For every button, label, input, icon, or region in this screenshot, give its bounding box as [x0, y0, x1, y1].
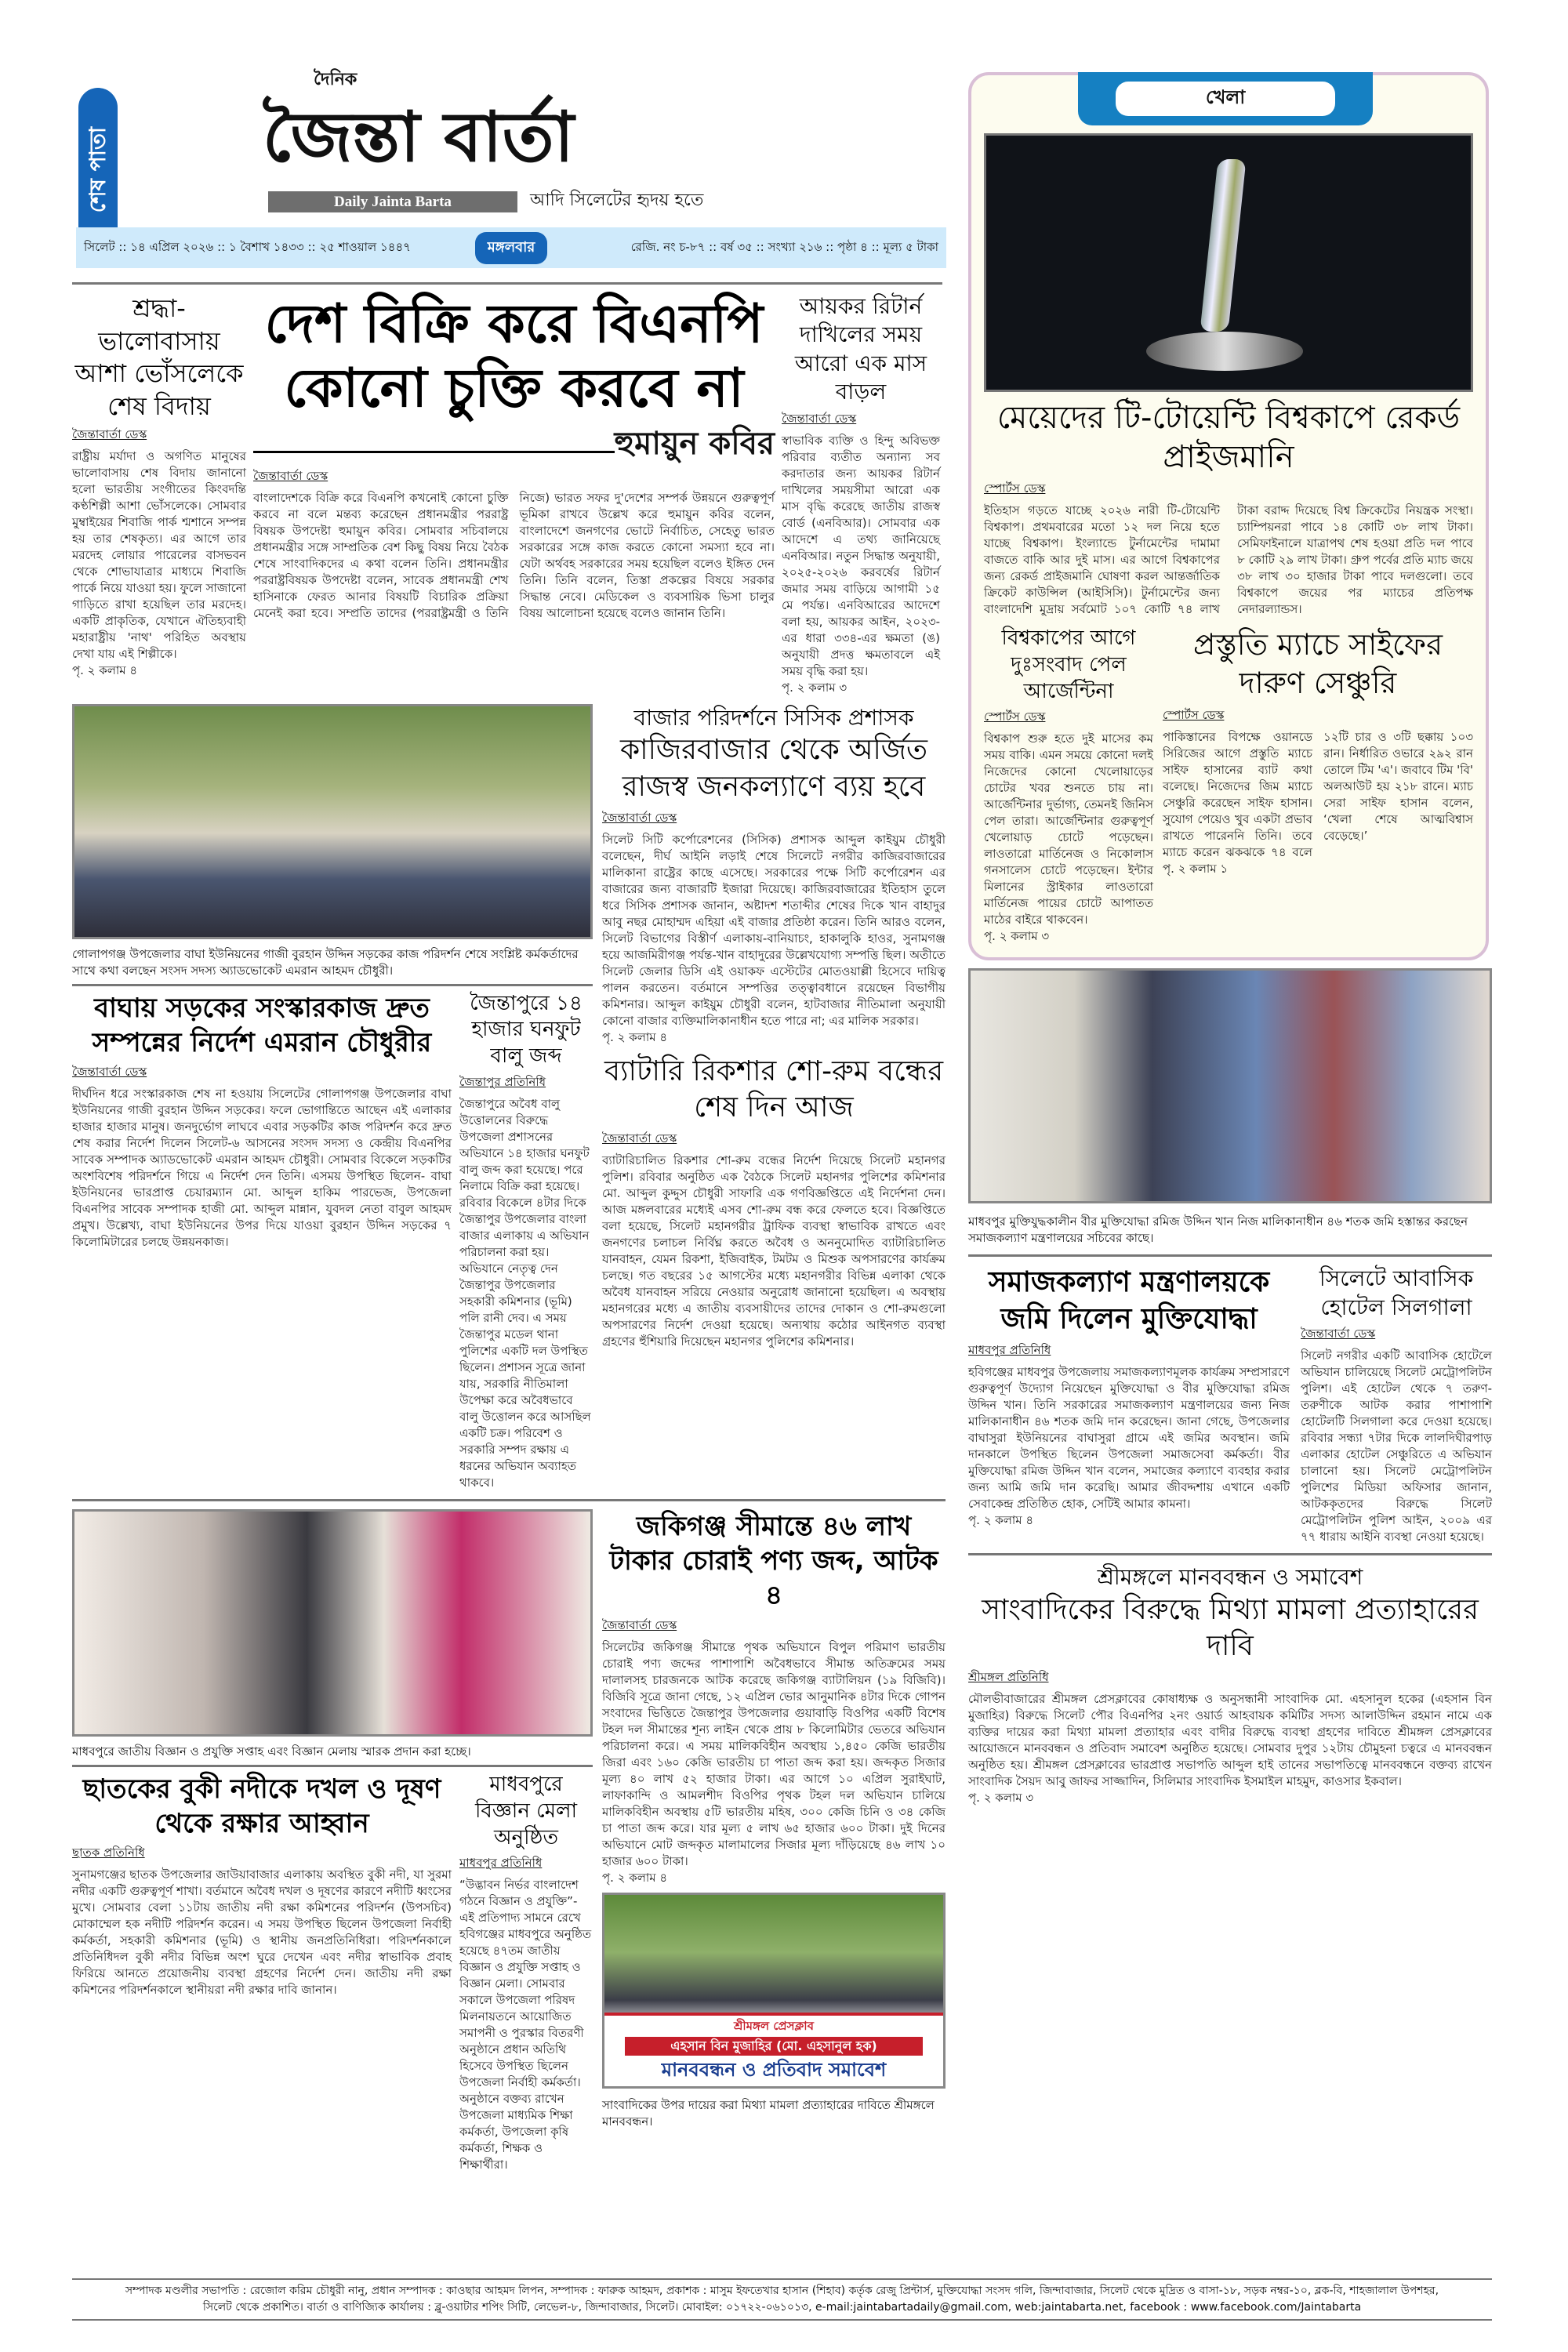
- headline: সমাজকল্যাণ মন্ত্রণালয়কে জমি দিলেন মুক্তিযোদ্ধা: [988, 1266, 1270, 1336]
- headline: বিশ্বকাপের আগে দুঃসংবাদ পেল আর্জেন্টিনা: [1001, 626, 1136, 703]
- footer-divider: [72, 2319, 1492, 2321]
- headline: জৈন্তাপুরে ১৪ হাজার ঘনফুট বালু জব্দ: [470, 991, 583, 1069]
- headline: আয়কর রিটার্ন দাখিলের সময় আরো এক মাস বাড়ল: [794, 293, 927, 405]
- divider: [72, 282, 942, 285]
- photo-road-inspection: [72, 704, 593, 939]
- article-body: পাকিস্তানের বিপক্ষে ওয়ানডে সিরিজের আগে প্রস্তুতি ম্যাচে সাইফ হাসানের ব্যাট কথা বলেছে। নিজেদের জিম ম্যাচে সেঞ্চুরি করেছেন সাইফ হাসান। সুযোগ পেয়েও খুব একটা প্রভাব রাখতে পারেননি তিনি। তবে ম্যাচে করেন ঝকঝকে ৭৪ বলে ১২টি চার ও ৩টি ছক্কায় ১০৩ রান। নির্ধারিত ওভারে ২৯২ রান তোলে টিম 'এ'। জবাবে টিম 'বি' অলআউট হয় ২১৮ রানে। ম্যাচ সেরা সাইফ হাসান বলেন, ‘খেলা শেষে আত্মবিশ্বাস বেড়েছে।’: [1163, 729, 1473, 859]
- banner-bottom: মানববন্ধন ও প্রতিবাদ সমাবেশ: [661, 2059, 887, 2082]
- article-jaintapur-sand: [459, 991, 593, 1491]
- photo-trophy: [984, 133, 1473, 392]
- headline: সিলেটে আবাসিক হোটেল সিলগালা: [1319, 1265, 1474, 1320]
- road-sand-row: [72, 991, 593, 1491]
- article-body: সুনামগঞ্জের ছাতক উপজেলার জাউয়াবাজার এলাকায় অবস্থিত বুকী নদী, যা সুরমা নদীর একটি গুরুত্বপূর্ণ শাখা। বর্তমানে অবৈধ দখল ও দূষণের কারণে নদীটি ধ্বংসের মুখে। সোমবার বেলা ১১টায় জাতীয় নদী রক্ষা কমিশনের পরিদর্শন (উপসচিব) মোকাম্মেল হক নদীটি পরিদর্শন করেন। এ সময় উপস্থিত ছিলেন উপজেলা নির্বাহী কর্মকর্তা, সহকারী কমিশনার (ভূমি) ও স্থানীয় জনপ্রতিনিধিরা। পরিদর্শনকালে প্রতিনিধিদল বুকী নদীর বিভিন্ন অংশ ঘুরে দেখেন এবং নদীর স্বাভাবিক প্রবাহ ফিরিয়ে আনতে প্রয়োজনীয় ব্যবস্থা গ্রহণের নির্দেশ দেন। জাতীয় নদী রক্ষা কমিশনের পরিদর্শনকালে স্থানীয়রা নদী রক্ষার দাবি জানান।: [72, 1867, 452, 1998]
- article-tax: [782, 292, 940, 696]
- photo-caption: সাংবাদিকের উপর দায়ের করা মিথ্যা মামলা প্রত্যাহারের দাবিতে শ্রীমঙ্গলে মানববন্ধন।: [602, 2097, 935, 2129]
- banner-top: শ্রীমঙ্গল প্রেসক্লাব: [734, 2019, 814, 2034]
- article-argentina: [984, 626, 1153, 945]
- sports-section-label: খেলা: [1116, 82, 1335, 116]
- article-body: জৈন্তাপুরে অবৈধ বালু উত্তোলনের বিরুদ্ধে উপজেলা প্রশাসনের অভিযানে ১৪ হাজার ঘনফুট বালু জব্দ করা হয়েছে। পরে নিলামে বিক্রি করা হয়েছে। রবিবার বিকেলে ৪টার দিকে জৈন্তাপুর উপজেলার বাংলা বাজার এলাকায় এ অভিযান পরিচালনা করা হয়। অভিযানে নেতৃত্ব দেন জৈন্তাপুর উপজেলার সহকারী কমিশনার (ভূমি) পলি রানী দেব। এ সময় জৈন্তাপুর মডেল থানা পুলিশের একটি দল উপস্থিত ছিলেন। প্রশাসন সূত্রে জানা যায়, সরকারি নীতিমালা উপেক্ষা করে অবৈধভাবে বালু উত্তোলন করে আসছিল একটি চক্র। পরিবেশ ও সরকারি সম্পদ রক্ষায় এ ধরনের অভিযান অব্যাহত থাকবে।: [459, 1096, 591, 1490]
- kicker: বাজার পরিদর্শনে সিসিক প্রশাসক: [633, 704, 914, 731]
- attribution-rule: [253, 451, 615, 453]
- headline: ছাতকের বুকী নদীকে দখল ও দূষণ থেকে রক্ষার আহ্বান: [82, 1773, 441, 1840]
- byline: জৈন্তাবার্তা ডেস্ক: [602, 810, 677, 825]
- bottom-right-column: [602, 1509, 946, 2130]
- article-science-fair: [459, 1772, 593, 2173]
- byline: জৈন্তাবার্তা ডেস্ক: [72, 1064, 147, 1079]
- article-asha: [72, 292, 246, 679]
- article-body: “উদ্ভাবন নির্ভর বাংলাদেশ গঠনে বিজ্ঞান ও প্রযুক্তি”- এই প্রতিপাদ্য সামনে রেখে হবিগঞ্জের মাধবপুরে অনুষ্ঠিত হয়েছে ৪৭তম জাতীয় বিজ্ঞান ও প্রযুক্তি সপ্তাহ ও বিজ্ঞান মেলা। সোমবার সকালে উপজেলা পরিষদ মিলনায়তনে আয়োজিত সমাপনী ও পুরস্কার বিতরণী অনুষ্ঠানে প্রধান অতিথি হিসেবে উপস্থিত ছিলেন উপজেলা নির্বাহী কর্মকর্তা। অনুষ্ঠানে বক্তব্য রাখেন উপজেলা মাধ্যমিক শিক্ষা কর্মকর্তা, উপজেলা কৃষি কর্মকর্তা, শিক্ষক ও শিক্ষার্থীরা।: [459, 1878, 592, 2172]
- band-middle: [72, 704, 946, 1491]
- photo-land-handover: [968, 968, 1492, 1203]
- tagline: আদি সিলেটের হৃদয় হতে: [530, 191, 704, 210]
- protest-banner: [604, 2013, 943, 2085]
- english-name: Daily Jainta Barta: [334, 194, 452, 210]
- divider: [72, 984, 593, 986]
- weekday-badge: মঙ্গলবার: [475, 232, 547, 264]
- headline: বাঘায় সড়কের সংস্কারকাজ দ্রুত সম্পন্নের নির্দেশ এমরান চৌধুরীর: [92, 992, 432, 1058]
- article-body: রাষ্ট্রীয় মর্যাদা ও অগণিত মানুষের ভালোবাসায় শেষ বিদায় জানানো হলো ভারতীয় সংগীতের কিংবদন্তি কণ্ঠশিল্পী আশা ভোঁসলেকে। সোমবার মুম্বাইয়ের শিবাজি পার্ক শ্মশানে সম্পন্ন হয় তার শেষকৃত্য। এর আগে তার মরদেহ লোয়ার পারেলের বাসভবন থেকে শোভাযাত্রার মাধ্যমে শিবাজি পার্কে নিয়ে যাওয়া হয়। ফুলে সাজানো গাড়িতে রাখা হয়েছিল তার মরদেহ। একটি প্রাকৃতিক, যেখানে ঐতিহ্যবাহী মহারাষ্ট্রীয় 'নাথ' পরিহিত অবস্থায় দেখা যায় এই শিল্পীকে।: [72, 449, 246, 662]
- continuation: পৃ. ২ কলাম ৩: [984, 929, 1050, 944]
- article-body: স্বাভাবিক ব্যক্তি ও হিন্দু অবিভক্ত পরিবার ব্যতীত অন্যান্য সব করদাতার জন্য আয়কর রিটার্ন দাখিলের সময়সীমা আরো এক মাস বৃদ্ধি করেছে জাতীয় রাজস্ব বোর্ড (এনবিআর)। সোমবার এক আদেশে এ তথ্য জানিয়েছে এনবিআর। নতুন সিদ্ধান্ত অনুযায়ী, ২০২৫-২০২৬ করবর্ষের রিটার্ন জমার সময় বাড়িয়ে আগামী ১৫ মে পর্যন্ত। এনবিআরের আদেশে বলা হয়, আয়কর আইন, ২০২৩-এর ধারা ৩৩৪-এর ক্ষমতা (ঙ) অনুযায়ী প্রদত্ত ক্ষমতাবলে এই সময় বৃদ্ধি করা হয়।: [782, 433, 940, 678]
- divider: [72, 1765, 593, 1767]
- band-top-stories: [72, 292, 946, 696]
- article-sports-prizemoney: [984, 398, 1473, 618]
- article-social-welfare-land: [968, 1265, 1290, 1529]
- article-body: বাংলাদেশকে বিক্রি করে বিএনপি কখনোই কোনো চুক্তি করবে না বলে মন্তব্য করেছেন প্রধানমন্ত্রীর পররাষ্ট্র বিষয়ক উপদেষ্টা হুমায়ুন কবির। সোমবার সচিবালয়ে প্রধানমন্ত্রীর সঙ্গে সাম্প্রতিক বেশ কিছু বিষয় নিয়ে বৈঠক শেষে সাংবাদিকদের এ কথা বলেন তিনি। প্রধানমন্ত্রীর পররাষ্ট্রবিষয়ক উপদেষ্টা বলেন, সাবেক প্রধানমন্ত্রী শেখ হাসিনাকে ফেরত আনার বিষয়টি বিচারিক প্রক্রিয়া মেনেই করা হবে। সম্প্রতি তাদের (পররাষ্ট্রমন্ত্রী ও তিনি নিজে) ভারত সফর দু'দেশের সম্পর্ক উন্নয়নে গুরুত্বপূর্ণ ভূমিকা রাখবে উল্লেখ করে হুমায়ুন কবির বলেন, বাংলাদেশে জনগণের ভোটে নির্বাচিত, সেহেতু ভারত সরকারের সঙ্গে কাজ করতে কোনো সমস্যা হবে না। যেটা অর্থবহ সরকারের সময় হয়েছিল বলেও ইঙ্গিত দেন তিনি। তিনি বলেন, তিস্তা প্রকল্পের বিষয়ে সরকার সিদ্ধান্ত নেবে। মেডিকেল ও ব্যবসায়িক ভিসা চালুর বিষয় আলোচনা হয়েছে বলেও জানান তিনি।: [253, 491, 775, 621]
- byline: জৈন্তাবার্তা ডেস্ক: [602, 1131, 677, 1146]
- photo-caption: গোলাপগঞ্জ উপজেলার বাঘা ইউনিয়নের গাজী বুরহান উদ্দিন সড়কের কাজ পরিদর্শন শেষে সংশ্লিষ্ট কর্মকর্তাদের সাথে কথা বলছেন সংসদ সদস্য অ্যাডভোকেট এমরান আহমদ চৌধুরী।: [72, 946, 579, 978]
- imprint-text: [72, 2280, 1492, 2319]
- article-chhatak-river: [72, 1772, 452, 1998]
- side-tab-label: শেষ পাতা: [84, 127, 111, 213]
- lead-article: [253, 292, 775, 622]
- band-bottom: [72, 1509, 946, 2173]
- article-body: বিশ্বকাপ শুরু হতে দুই মাসের কম সময় বাকি। এমন সময়ে কোনো দলই নিজেদের কোনো খেলোয়াড়ের চোটের খবর শুনতে চায় না। আর্জেন্টিনার দুর্ভাগ্য, তেমনই জিনিস পেল তারা। আর্জেন্টিনার গুরুত্বপূর্ণ খেলোয়াড় চোটে পড়েছেন। লাওতারো মার্তিনেজ ও নিকোলাস গনসালেস চোটে পড়েছেন। ইন্টার মিলানের স্ট্রাইকার লাওতারো মার্তিনেজ পায়ের চোটে আপাতত মাঠের বাইরে থাকবেন।: [984, 731, 1153, 927]
- article-saif-century: [1163, 626, 1473, 877]
- headline: শ্রদ্ধা-ভালোবাসায় আশা ভোঁসলেকে শেষ বিদায়: [74, 293, 244, 421]
- welfare-hotel-row: [968, 1265, 1492, 1545]
- continuation: পৃ. ২ কলাম ১: [1163, 861, 1229, 876]
- article-body: সিলেটের জকিগঞ্জ সীমান্তে পৃথক অভিযানে বিপুল পরিমাণ ভারতীয় চোরাই পণ্য জব্দের পাশাপাশি অবৈধভাবে সীমান্ত অতিক্রমের সময় দালালসহ চারজনকে আটক করেছে জকিগঞ্জ ব্যাটালিয়ন (১৯ বিজিবি)। বিজিবি সূত্রে জানা গেছে, ১২ এপ্রিল ভোর আনুমানিক ৪টার দিকে গোপন সংবাদের ভিত্তিতে জৈন্তাপুর উপজেলার গুয়াবাড়ি বিওপির একটি বিশেষ টহল দল সীমান্তের শূন্য লাইন থেকে প্রায় ৮ কিলোমিটার ভেতরে অভিযান পরিচালনা করে। এ সময় মালিকবিহীন অবস্থায় ১,৪৫০ কেজি ভারতীয় জিরা এবং ১৬০ কেজি ভারতীয় চা পাতা জব্দ করা হয়। জব্দকৃত সিজার মূল্য ৪০ লাখ ৫২ হাজার টাকা। এর আগে ১০ এপ্রিল সুরাইঘাট, লাফাকান্দি ও আমলশীদ বিওপির পৃথক টহল দল অভিযান চালিয়ে মালিকবিহীন অবস্থায় ৫টি ভারতীয় মহিষ, ৩০০ কেজি চিনি ও ৩৪ কেজি চা পাতা জব্দ করে। যার মূল্য ৫ লাখ ৬৫ হাজার ৬০০ টাকা। দুই দিনের অভিযানে মোট জব্দকৃত মালামালের সিজার মূল্য দাঁড়িয়েছে ৪৬ লাখ ১০ হাজার ৬০০ টাকা।: [602, 1639, 946, 1868]
- article-kazirbazar: [602, 704, 946, 1046]
- byline: স্পোর্টস ডেস্ক: [984, 481, 1046, 495]
- photo-caption: মাধবপুরে জাতীয় বিজ্ঞান ও প্রযুক্তি সপ্তাহ এবং বিজ্ঞান মেলায় স্মারক প্রদান করা হচ্ছে।: [72, 1744, 471, 1759]
- article-body: সিলেট সিটি কর্পোরেশনের (সিসিক) প্রশাসক আব্দুল কাইয়ুম চৌধুরী বলেছেন, দীর্ঘ আইনি লড়াই শেষে সিলেটে নগরীর কাজিরবাজারের মালিকানা রাষ্ট্রের কাছে এসেছে। সরকারের পক্ষে সিটি কর্পোরেশন এর বাজারের জন্য বাজারটি ইজারা দিয়েছে। কাজিরবাজারের ইতিহাস তুলে ধরে সিসিক প্রশাসক জানান, অষ্টাদশ শতাব্দীর শেষের দিকে খান বাহাদুর আবু নছর মোহাম্মদ এহিয়া এই বাজার প্রতিষ্ঠা করেন। তিনি আরও বলেন, সিলেট বিভাগের বিস্তীর্ণ এলাকায়-বানিয়াচং, হাকালুকি হাওর, সুনামগঞ্জ হয়ে আজমিরীগঞ্জ পর্যন্ত-খান বাহাদুরের উল্লেখযোগ্য সম্পত্তি ছিল। অতীতে সিলেট জেলার ডিসি এই ওয়াকফ এস্টেটের মোতওয়াল্লী হিসেবে দায়িত্ব পালন করতেন। বর্তমানে সম্পত্তির তত্ত্বাবধানে রয়েছেন বিভাগীয় কমিশনার। আব্দুল কাইয়ুম চৌধুরী বলেন, হাটবাজার নীতিমালা অনুযায়ী কোনো বাজার ব্যক্তিমালিকানাধীন হতে পারে না; এর মালিক সরকার।: [602, 832, 946, 1028]
- byline: জৈন্তাবার্তা ডেস্ক: [253, 469, 328, 484]
- sports-section: [968, 72, 1489, 960]
- byline: ছাতক প্রতিনিধি: [72, 1846, 145, 1860]
- article-hotel-sealed: [1301, 1265, 1492, 1545]
- masthead-title: জৈন্তা বার্তা: [263, 96, 575, 177]
- continuation: পৃ. ২ কলাম ৪: [72, 663, 138, 678]
- sports-lower-row: [984, 626, 1473, 945]
- river-fair-row: [72, 1772, 593, 2173]
- headline: প্রস্তুতি ম্যাচে সাইফের দারুণ সেঞ্চুরি: [1193, 627, 1443, 701]
- article-body: সিলেট নগরীর একটি আবাসিক হোটেলে অভিযান চালিয়েছে সিলেট মেট্রোপলিটন পুলিশ। এই হোটেল থেকে ৭ তরুণ-তরুণীকে আটক করার পাশাপাশি হোটেলটি সিলগালা করে দেওয়া হয়েছে। রবিবার সন্ধ্যা ৭টার দিকে লালদিঘীরপাড় এলাকার হোটেল সেঞ্চুরিতে এ অভিযান চালানো হয়। সিলেট মেট্রোপলিটন পুলিশের মিডিয়া অফিসার জানান, আটককৃতদের বিরুদ্ধে সিলেট মেট্রোপলিটন পুলিশ আইন, ২০০৯ এর ৭৭ ধারায় আইনি ব্যবস্থা নেওয়া হয়েছে।: [1301, 1348, 1492, 1544]
- photo-science-fair: [72, 1509, 593, 1737]
- byline: জৈন্তাবার্তা ডেস্ক: [782, 411, 857, 426]
- middle-left-column: [72, 704, 593, 1491]
- headline: মাধবপুরে বিজ্ঞান মেলা অনুষ্ঠিত: [474, 1772, 577, 1849]
- headline: কাজিরবাজার থেকে অর্জিত রাজস্ব জনকল্যাণে ব্যয় হবে: [619, 733, 927, 803]
- divider: [72, 1499, 946, 1501]
- trophy-shape: [1200, 159, 1246, 332]
- article-body: ইতিহাস গড়তে যাচ্ছে ২০২৬ নারী টি-টোয়েন্টি বিশ্বকাপ। প্রথমবারের মতো ১২ দল নিয়ে হতে যাচ্ছে বিশ্বকাপ। ইংল্যান্ডে টুর্নামেন্টের দামামা বাজতে বাকি আর দুই মাস। এর আগে বিশ্বকাপের জন্য রেকর্ড প্রাইজমানি ঘোষণা করল আন্তর্জাতিক ক্রিকেট কাউন্সিল (আইসিসি)। টুর্নামেন্টের জন্য বাংলাদেশি মুদ্রায় সর্বমোট ১০৭ কোটি ৭৪ লাখ টাকা বরাদ্দ দিয়েছে বিশ্ব ক্রিকেটের নিয়ন্ত্রক সংস্থা। চ্যাম্পিয়নরা পাবে ১৪ কোটি ৩৮ লাখ টাকা। সেমিফাইনালে যাত্রাপথ শেষ হওয়া প্রতি দল পাবে ৮ কোটি ২৯ লাখ টাকা। গ্রুপ পর্বের প্রতি ম্যাচ জয়ে ৩৮ লাখ ৩০ হাজার টাকা পাবে দলগুলো। তবে বিশ্বকাপে জয়ের পর ম্যাচের প্রতিপক্ষ নেদারল্যান্ডস।: [984, 503, 1473, 616]
- lead-headline: দেশ বিক্রি করে বিএনপি কোনো চুক্তি করবে না: [264, 293, 764, 419]
- byline: জৈন্তাবার্তা ডেস্ক: [72, 427, 147, 442]
- continuation: পৃ. ২ কলাম ৪: [602, 1029, 668, 1044]
- divider: [968, 1254, 1492, 1257]
- article-body: হবিগঞ্জের মাধবপুর উপজেলায় সমাজকল্যাণমূলক কার্যক্রম সম্প্রসারণে গুরুত্বপূর্ণ উদ্যোগ নিয়েছেন মুক্তিযোদ্ধা ও বীর মুক্তিযোদ্ধা রমিজ উদ্দিন খান। তিনি সরকারের সমাজকল্যাণ মন্ত্রণালয়ের জন্য নিজ মালিকানাধীন ৪৬ শতক জমি দান করেছেন। জানা গেছে, উপজেলার বাঘাসুরা ইউনিয়নের বাঘাসুরা গ্রামে এই জমির অবস্থান। জমি দানকালে উপস্থিত ছিলেন উপজেলা সমাজসেবা কর্মকর্তা। বীর মুক্তিযোদ্ধা রমিজ উদ্দিন খান বলেন, সমাজের কল্যাণে ব্যবহার করার জন্য আমি জমি দান করেছি। আমার জীবদ্দশায় এখানে একটি সেবাকেন্দ্র প্রতিষ্ঠিত হোক, সেটিই আমার কামনা।: [968, 1364, 1290, 1511]
- byline: শ্রীমঙ্গল প্রতিনিধি: [968, 1670, 1049, 1685]
- attribution-row: [253, 423, 775, 464]
- imprint-footer: [72, 2278, 1492, 2352]
- byline: মাধবপুর প্রতিনিধি: [968, 1342, 1051, 1357]
- headline: মেয়েদের টি-টোয়েন্টি বিশ্বকাপে রেকর্ড প্রাইজমানি: [996, 400, 1461, 475]
- headline: জকিগঞ্জ সীমান্তে ৪৬ লাখ টাকার চোরাই পণ্য জব্দ, আটক ৪: [609, 1510, 938, 1612]
- trophy-base: [1146, 332, 1303, 371]
- sports-section-tab: [1078, 72, 1373, 125]
- imprint-line-2: সিলেট থেকে প্রকাশিত। বার্তা ও বাণিজ্যিক কার্যালয় : ব্লু-ওয়াটার শপিং সিটি, লেভেল-৮, জিন্দাবাজার, সিলেট। মোবাইল: ০১৭২২-০৬১০১৩, e-mail:jaintabartadaily@gmail.com, web:jaintabarta.net, facebook : www.facebook.com/Jaintabarta: [202, 2301, 1362, 2314]
- middle-right-column: [602, 704, 946, 1351]
- article-baghay: [72, 991, 452, 1250]
- masthead-prefix: দৈনিক: [314, 70, 358, 89]
- byline: জৈন্তাবার্তা ডেস্ক: [602, 1617, 677, 1632]
- byline: জৈন্তাপুর প্রতিনিধি: [459, 1074, 546, 1089]
- bottom-left-column: [72, 1509, 593, 2173]
- photo-caption: মাধবপুর মুক্তিযুদ্ধকালীন বীর মুক্তিযোদ্ধা রমিজ উদ্দিন খান নিজ মালিকানাধীন ৪৬ শতক জমি হস্তান্তর করছেন সমাজকল্যাণ মন্ত্রণালয়ের সচিবের কাছে।: [968, 1214, 1468, 1246]
- headline: ব্যাটারি রিকশার শো-রুম বন্ধের শেষ দিন আজ: [604, 1054, 943, 1124]
- attribution: হুমায়ুন কবির: [614, 426, 775, 463]
- right-area: [968, 72, 1492, 1806]
- article-battery-rickshaw: [602, 1054, 946, 1351]
- byline: স্পোর্টস ডেস্ক: [1163, 707, 1225, 722]
- article-body: ব্যাটারিচালিত রিকশার শো-রুম বন্ধের নির্দেশ দিয়েছে সিলেট মহানগর পুলিশ। রবিবার অনুষ্ঠিত এক বৈঠকে সিলেট মহানগর পুলিশের কমিশনার মো. আব্দুল কুদ্দুস চৌধুরী সাফারি এক গণবিজ্ঞপ্তিতে এই নির্দেশনা দেন। আজ মঙ্গলবারের মধ্যেই এসব শো-রুম বন্ধ করে ফেলতে হবে। বিজ্ঞপ্তিতে বলা হয়েছে, সিলেট মহানগরীর ট্রাফিক ব্যবস্থা স্বাভাবিক রাখতে এবং জনগণের চলাচল নির্বিঘ্ন করতে অবৈধ ও অননুমোদিত ব্যাটারিচালিত যানবাহন, যেমন রিকশা, ইজিবাইক, টমটম ও মিশুক অপসারণের কার্যক্রম চলছে। গত বছরের ১৫ আগস্টের মধ্যে মহানগরীর বিভিন্ন এলাকা থেকে অবৈধ যানবাহন সরিয়ে নেওয়ার অনুরোধ জানানো হয়েছিল। এ অবস্থায় মহানগরের মধ্যে এ জাতীয় ব্যবসায়ীদের তাদের দোকান ও শো-রুমগুলো অপসারণের নির্দেশ দেওয়া হয়েছে। অন্যথায় কঠোর আইনগত ব্যবস্থা গ্রহণের হুঁশিয়ারি দিয়েছেন মহানগর পুলিশের কমিশনার।: [602, 1153, 946, 1349]
- article-jokiganj: [602, 1509, 946, 1886]
- article-body: মৌলভীবাজারের শ্রীমঙ্গল প্রেসক্লাবের কোষাধ্যক্ষ ও অনুসন্ধানী সাংবাদিক মো. এহসানুল হকের (এহসান বিন মুজাহির) বিরুদ্ধে সিলেট পৌর বিএনপির ২নং ওয়ার্ড আহবায়ক কমিটির সদস্য আলাউদ্দিন রহমান নামে এক ব্যক্তির দায়ের করা মিথ্যা মামলা প্রত্যাহার এবং বাদীর বিরুদ্ধে ব্যবস্থা গ্রহণের দাবিতে শ্রীমঙ্গল প্রেসক্লাবের আয়োজনে মানববন্ধন ও প্রতিবাদ সমাবেশ অনুষ্ঠিত হয়েছে। সোমবার দুপুর ১২টায় চৌমুহনা চত্বরে এ মানববন্ধন অনুষ্ঠিত হয়। শ্রীমঙ্গল প্রেসক্লাবের ভারপ্রাপ্ত সভাপতি আব্দুল হাই তানের সভাপতিত্বে মানববন্ধনে বক্তব্য রাখেন সাংবাদিক সৈয়দ আবু জাফর সাজ্জাদিন, সিলিমার সাংবাদিক ইসমাইল মাহমুদ, কাওসার ইকবাল।: [968, 1692, 1492, 1789]
- issue-line: রেজি. নং চ-৮৭ :: বর্ষ ৩৫ :: সংখ্যা ২১৬ :: পৃষ্ঠা ৪ :: মূল্য ৫ টাকা: [630, 240, 939, 255]
- divider: [968, 1553, 1492, 1555]
- continuation: পৃ. ২ কলাম ৩: [968, 1791, 1034, 1806]
- continuation: পৃ. ২ কলাম ৪: [968, 1512, 1034, 1527]
- byline: স্পোর্টস ডেস্ক: [984, 710, 1046, 724]
- continuation: পৃ. ২ কলাম ৩: [782, 680, 848, 695]
- article-srimongol-protest: [968, 1563, 1492, 1806]
- left-area: [72, 282, 946, 2173]
- imprint-line-1: সম্পাদক মণ্ডলীর সভাপতি : রেজোল করিম চৌধুরী নানু, প্রধান সম্পাদক : কাওছার আহমদ লিপন, সম্পাদক : ফারুক আহমদ, প্রকাশক : মাসুম ইফতেখার হাসান (শিহাব) কর্তৃক রেজু প্রিন্টার্স, মুক্তিযোদ্ধা সংসদ গলি, জিন্দাবাজার, সিলেট থেকে মুদ্রিত ও বাসা-১৮, সড়ক নম্বর-১০, ব্লক-বি, শাহজালাল উপশহর,: [125, 2285, 1439, 2297]
- continuation: পৃ. ২ কলাম ৪: [602, 1870, 668, 1885]
- headline: সাংবাদিকের বিরুদ্ধে মিথ্যা মামলা প্রত্যাহারের দাবি: [982, 1593, 1479, 1663]
- article-body: দীর্ঘদিন ধরে সংস্কারকাজ শেষ না হওয়ায় সিলেটের গোলাপগঞ্জ উপজেলার বাঘা ইউনিয়নের গাজী বুরহান উদ্দিন সড়কের। ফলে ভোগান্তিতে আছেন এই এলাকার হাজার হাজার মানুষ। জনদুর্ভোগ লাঘবে এবার সড়কটির কাজ পরিদর্শন করে দ্রুত শেষ করার নির্দেশ দিলেন সিলেট-৬ আসনের সংসদ সদস্য ও কেন্দ্রীয় বিএনপির সাবেক সম্পাদক অ্যাডভোকেট এমরান আহমদ চৌধুরী। সোমবার বিকেলে সড়কটির অংশবিশেষ পরিদর্শনে গিয়ে এ নির্দেশ দেন তিনি। এসময় উপস্থিত ছিলেন- বাঘা ইউনিয়নের ভারপ্রাপ্ত চেয়ারম্যান মো. আব্দুল হাকিম পারভেজ, উপজেলা বিএনপির সাবেক সম্পাদক হাজী মো. আব্দুল মান্নান, যুবদল নেতা বাবুল আহমদ প্রমুখ। উল্লেখ্য, বাঘা ইউনিয়নের উপর দিয়ে যাওয়া বুরহান উদ্দিন সড়কের ৭ কিলোমিটারের চলছে উন্নয়নকাজ।: [72, 1086, 452, 1249]
- date-line: সিলেট :: ১৪ এপ্রিল ২০২৬ :: ১ বৈশাখ ১৪৩৩ :: ২৫ শাওয়াল ১৪৪৭: [84, 240, 411, 255]
- byline: মাধবপুর প্রতিনিধি: [459, 1856, 543, 1871]
- banner-name: এহসান বিন মুজাহির (মো. এহসানুল হক): [625, 2037, 923, 2056]
- byline: জৈন্তাবার্তা ডেস্ক: [1301, 1327, 1376, 1341]
- kicker: শ্রীমঙ্গলে মানববন্ধন ও সমাবেশ: [1097, 1564, 1363, 1591]
- photo-human-chain: [602, 1893, 946, 2089]
